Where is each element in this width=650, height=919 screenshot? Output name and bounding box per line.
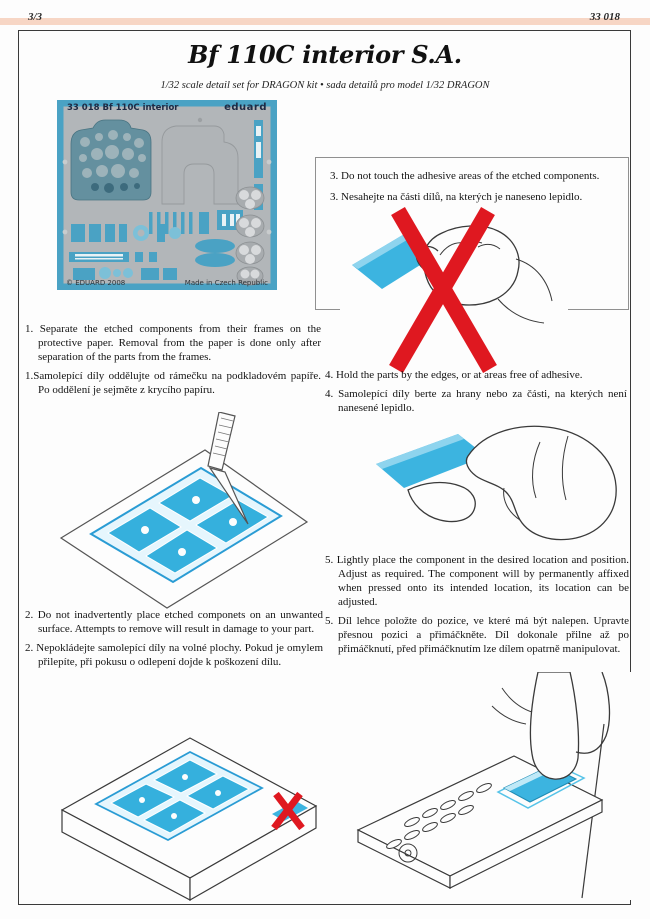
step-4-cz: 4. Samolepící díly berte za hrany nebo za části, na kterých není nanesené lepidlo. <box>325 388 627 414</box>
adhesive-warning-illustration <box>340 205 568 373</box>
photo-caption: 33 018 Bf 110C interior <box>67 103 179 113</box>
step-3-cz: 3. Nesahejte na části dílů, na kterých je naneseno lepidlo. <box>330 191 583 203</box>
step-2-en: 2. Do not inadvertently place etched componets on an unwanted surface. Attempts to remove will result in damage to your part. <box>25 609 323 635</box>
step-5-cz: 5. Díl lehce položte do pozice, ve které má být nalepen. Upravte přesnou pozici a přimáčkněte. Díl dokonale přilne až po přimáčknutí, před přimáčknutím lze dílem opatrně manipulovat. <box>325 615 629 655</box>
fret-photo-image <box>57 100 277 290</box>
page-title: Bf 110C interior S.A. <box>188 40 462 69</box>
step-4-text <box>325 368 627 415</box>
step-1-text <box>25 322 321 397</box>
sheet-number: 3/3 <box>28 11 43 23</box>
fret-photo <box>57 100 277 290</box>
header-accent-band <box>0 18 650 25</box>
eduard-logo: eduard <box>224 102 267 113</box>
photo-origin: Made in Czech Republic <box>184 279 268 287</box>
instrument-panel-part <box>71 120 151 200</box>
pressing-hand <box>530 672 609 779</box>
thumb-lines <box>492 688 532 724</box>
placement-illustration <box>352 672 638 900</box>
unwanted-surface-illustration <box>50 712 322 904</box>
photo-copyright: © EDUARD 2008 <box>66 279 126 287</box>
step-1-en: 1. Separate the etched components from their frames on the protective paper. Removal from the paper is done only after separation of the parts from the frames. <box>25 323 321 363</box>
step-4-en: 4. Hold the parts by the edges, or at areas free of adhesive. <box>325 369 583 381</box>
knife-cutting-illustration <box>55 412 313 610</box>
step-2-cz: 2. Nepokládejte samolepící díly na volné plochy. Pokud je omylem přilepíte, při pokusu o odlepení dojde k poškození dílu. <box>25 642 323 668</box>
step-5-text <box>325 553 629 656</box>
step-3-text <box>330 166 624 208</box>
step-5-en: 5. Lightly place the component in the desired location and position. Adjust as required. The component will by permanently affixed when pressed onto its intended location, its location can be adjusted. <box>325 554 629 608</box>
page-subtitle: 1/32 scale detail set for DRAGON kit • sada detailů pro model 1/32 DRAGON <box>160 80 490 91</box>
step-1-cz: 1.Samolepící díly oddělujte od rámečku na podkladovém papíře. Po oddělení je sejměte z krycího papíru. <box>25 370 321 396</box>
step-3-en: 3. Do not touch the adhesive areas of the etched components. <box>330 170 600 182</box>
hold-by-edges-illustration <box>372 420 622 550</box>
product-number: 33 018 <box>589 11 620 23</box>
step-2-text <box>25 608 323 669</box>
